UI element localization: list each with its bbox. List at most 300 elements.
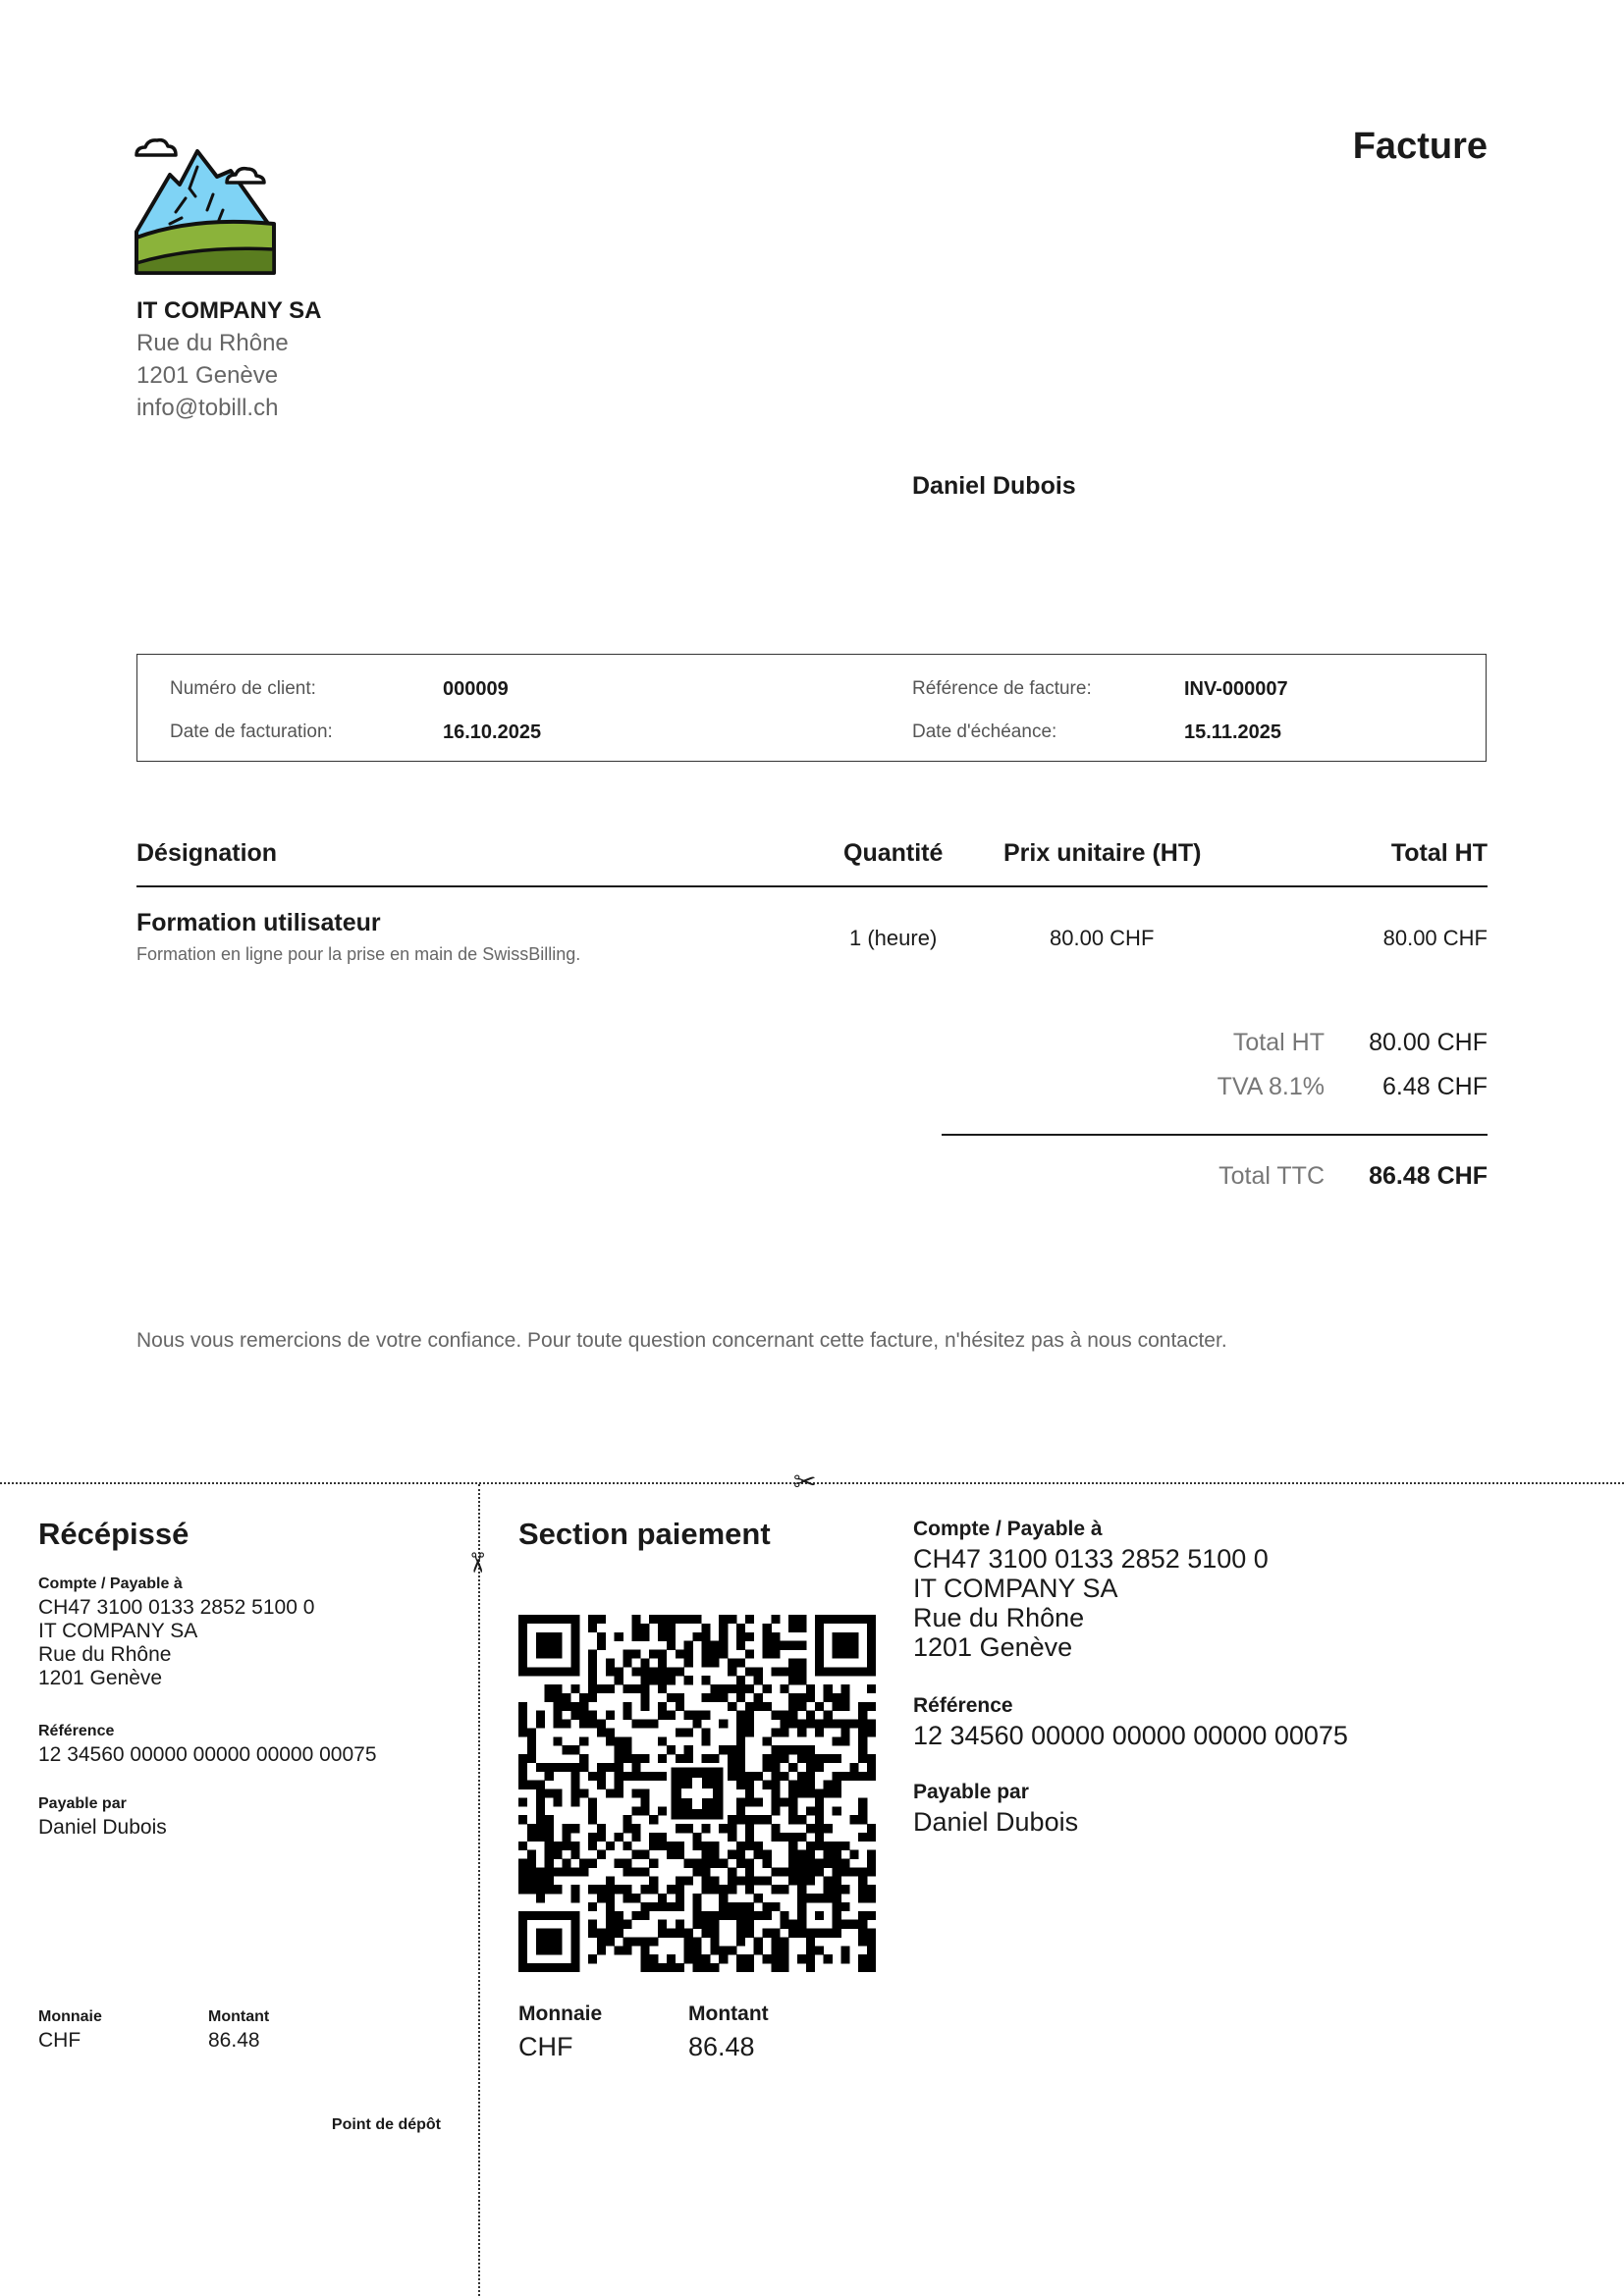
qr-module <box>745 1632 754 1641</box>
qr-module <box>658 1676 667 1684</box>
qr-module <box>570 1867 579 1876</box>
qr-module <box>658 1736 667 1745</box>
qr-module <box>545 1937 554 1946</box>
qr-module <box>588 1615 597 1624</box>
receipt-payable-by-block <box>38 1795 167 1840</box>
qr-module <box>570 1920 579 1929</box>
qr-module <box>684 1754 693 1763</box>
qr-module <box>606 1929 615 1938</box>
qr-module <box>867 1763 876 1772</box>
qr-module <box>728 1702 736 1711</box>
qr-module <box>588 1720 597 1729</box>
qr-module <box>833 1772 841 1781</box>
payment-reference: 12 34560 00000 00000 00000 00075 <box>913 1721 1348 1750</box>
qr-module <box>684 1658 693 1667</box>
qr-module <box>728 1745 736 1754</box>
qr-module <box>780 1728 788 1736</box>
qr-module <box>763 1736 772 1745</box>
receipt-creditor-street: Rue du Rhône <box>38 1643 172 1666</box>
qr-module <box>736 1676 745 1684</box>
recipient-name: Daniel Dubois <box>912 472 1076 500</box>
qr-module <box>588 1859 597 1868</box>
qr-module <box>833 1736 841 1745</box>
qr-module <box>771 1833 780 1842</box>
qr-module <box>554 1929 563 1938</box>
qr-module <box>736 1911 745 1920</box>
qr-module <box>588 1833 597 1842</box>
qr-module <box>588 1693 597 1702</box>
qr-module <box>536 1824 545 1833</box>
qr-module <box>588 1676 597 1684</box>
qr-module <box>570 1684 579 1693</box>
qr-module <box>701 1693 710 1702</box>
qr-module <box>693 1911 702 1920</box>
qr-module <box>649 1833 658 1842</box>
qr-module <box>797 1867 806 1876</box>
qr-module <box>693 1946 702 1954</box>
qr-module <box>788 1711 797 1720</box>
qr-module <box>545 1911 554 1920</box>
qr-module <box>745 1650 754 1659</box>
qr-module <box>788 1745 797 1754</box>
qr-module <box>728 1850 736 1859</box>
payment-payable-by-label: Payable par <box>913 1781 1029 1803</box>
qr-module <box>554 1711 563 1720</box>
qr-module <box>518 1754 527 1763</box>
qr-module <box>745 1728 754 1736</box>
qr-module <box>824 1781 833 1789</box>
qr-module <box>745 1833 754 1842</box>
qr-module <box>867 1772 876 1781</box>
qr-module <box>570 1963 579 1972</box>
qr-module <box>536 1911 545 1920</box>
qr-module <box>693 1937 702 1946</box>
qr-module <box>527 1667 536 1676</box>
qr-module <box>554 1842 563 1850</box>
qr-module <box>763 1902 772 1911</box>
qr-module <box>684 1676 693 1684</box>
qr-module <box>640 1667 649 1676</box>
qr-module <box>728 1911 736 1920</box>
qr-module <box>728 1876 736 1885</box>
qr-module <box>518 1763 527 1772</box>
qr-module <box>840 1772 849 1781</box>
qr-module <box>527 1728 536 1736</box>
qr-module <box>554 1650 563 1659</box>
qr-module <box>745 1842 754 1850</box>
qr-module <box>849 1632 858 1641</box>
qr-module <box>806 1937 815 1946</box>
qr-module <box>719 1684 728 1693</box>
qr-module <box>676 1920 684 1929</box>
qr-module <box>763 1684 772 1693</box>
invoice-reference: INV-000007 <box>1184 678 1288 700</box>
receipt-amount-block <box>208 2008 269 2053</box>
qr-module <box>588 1684 597 1693</box>
qr-module <box>824 1789 833 1798</box>
qr-module <box>867 1954 876 1963</box>
qr-module <box>693 1867 702 1876</box>
qr-module <box>780 1920 788 1929</box>
qr-module <box>806 1684 815 1693</box>
qr-module <box>788 1867 797 1876</box>
qr-module <box>676 1850 684 1859</box>
qr-module <box>640 1963 649 1972</box>
qr-module <box>606 1911 615 1920</box>
qr-module <box>518 1929 527 1938</box>
qr-module <box>554 1615 563 1624</box>
qr-module <box>623 1867 632 1876</box>
qr-module <box>701 1850 710 1859</box>
qr-module <box>570 1937 579 1946</box>
qr-module <box>588 1624 597 1632</box>
qr-module <box>640 1789 649 1798</box>
qr-module <box>806 1859 815 1868</box>
qr-module <box>858 1911 867 1920</box>
qr-module <box>771 1824 780 1833</box>
qr-module <box>763 1954 772 1963</box>
qr-module <box>840 1684 849 1693</box>
receipt-amount-label: Montant <box>208 2008 270 2025</box>
qr-module <box>858 1963 867 1972</box>
qr-module <box>579 1763 588 1772</box>
qr-module <box>771 1711 780 1720</box>
qr-module <box>536 1867 545 1876</box>
qr-module <box>806 1954 815 1963</box>
company-name: IT COMPANY SA <box>136 297 322 324</box>
qr-module <box>518 1772 527 1781</box>
qr-module <box>570 1894 579 1902</box>
qr-module <box>588 1929 597 1938</box>
qr-module <box>788 1859 797 1868</box>
qr-module <box>649 1963 658 1972</box>
qr-module <box>545 1885 554 1894</box>
qr-module <box>518 1667 527 1676</box>
qr-module <box>536 1632 545 1641</box>
qr-module <box>840 1954 849 1963</box>
qr-module <box>710 1641 719 1650</box>
qr-module <box>840 1842 849 1850</box>
item-description: Formation en ligne pour la prise en main de SwissBilling. <box>136 944 581 964</box>
qr-module <box>858 1876 867 1885</box>
qr-module <box>771 1615 780 1624</box>
qr-module <box>684 1650 693 1659</box>
qr-module <box>554 1632 563 1641</box>
qr-module <box>570 1824 579 1833</box>
qr-module <box>867 1937 876 1946</box>
qr-module <box>623 1702 632 1711</box>
qr-module <box>849 1815 858 1824</box>
qr-module <box>833 1632 841 1641</box>
qr-module <box>780 1754 788 1763</box>
qr-module <box>667 1676 676 1684</box>
qr-module <box>606 1728 615 1736</box>
qr-module <box>570 1842 579 1850</box>
qr-module <box>736 1658 745 1667</box>
qr-module <box>658 1711 667 1720</box>
qr-module <box>745 1859 754 1868</box>
qr-module <box>676 1615 684 1624</box>
qr-module <box>527 1963 536 1972</box>
qr-module <box>570 1624 579 1632</box>
qr-module <box>684 1954 693 1963</box>
qr-module <box>658 1754 667 1763</box>
qr-module <box>806 1789 815 1798</box>
qr-module <box>701 1676 710 1684</box>
qr-module <box>640 1676 649 1684</box>
qr-module <box>858 1745 867 1754</box>
qr-module <box>736 1720 745 1729</box>
qr-module <box>840 1920 849 1929</box>
qr-module <box>824 1859 833 1868</box>
qr-module <box>631 1824 640 1833</box>
qr-module <box>631 1720 640 1729</box>
payment-amount-block <box>688 2002 769 2061</box>
qr-module <box>658 1842 667 1850</box>
qr-module <box>554 1720 563 1729</box>
qr-module <box>658 1667 667 1676</box>
qr-module <box>597 1946 606 1954</box>
qr-module <box>710 1937 719 1946</box>
qr-module <box>867 1963 876 1972</box>
qr-module <box>815 1946 824 1954</box>
qr-module <box>606 1667 615 1676</box>
qr-module <box>562 1963 570 1972</box>
qr-module <box>833 1885 841 1894</box>
company-email: info@tobill.ch <box>136 395 279 421</box>
col-header-total: Total HT <box>1390 839 1488 867</box>
qr-module <box>597 1684 606 1693</box>
qr-module <box>806 1876 815 1885</box>
qr-module <box>867 1754 876 1763</box>
qr-module <box>867 1929 876 1938</box>
qr-module <box>736 1624 745 1632</box>
qr-module <box>736 1728 745 1736</box>
qr-module <box>780 1797 788 1806</box>
qr-module <box>667 1963 676 1972</box>
receipt-title: Récépissé <box>38 1517 189 1551</box>
qr-module <box>797 1929 806 1938</box>
qr-module <box>745 1797 754 1806</box>
qr-code <box>518 1615 876 1972</box>
qr-module <box>736 1745 745 1754</box>
qr-module <box>797 1911 806 1920</box>
qr-module <box>745 1885 754 1894</box>
qr-module <box>676 1728 684 1736</box>
qr-module <box>545 1946 554 1954</box>
qr-module <box>623 1937 632 1946</box>
qr-module <box>536 1876 545 1885</box>
qr-module <box>840 1902 849 1911</box>
qr-module <box>588 1954 597 1963</box>
qr-module <box>667 1632 676 1641</box>
qr-module <box>833 1693 841 1702</box>
qr-module <box>658 1624 667 1632</box>
qr-module <box>867 1641 876 1650</box>
qr-module <box>867 1624 876 1632</box>
qr-module <box>771 1667 780 1676</box>
qr-module <box>710 1842 719 1850</box>
qr-module <box>518 1720 527 1729</box>
qr-module <box>736 1781 745 1789</box>
qr-module <box>833 1876 841 1885</box>
qr-module <box>797 1624 806 1632</box>
qr-module <box>693 1833 702 1842</box>
qr-module <box>867 1885 876 1894</box>
qr-module <box>597 1850 606 1859</box>
qr-module <box>562 1615 570 1624</box>
qr-module <box>867 1946 876 1954</box>
qr-module <box>788 1702 797 1711</box>
qr-module <box>597 1885 606 1894</box>
qr-module <box>667 1624 676 1632</box>
qr-module <box>788 1815 797 1824</box>
qr-module <box>527 1736 536 1745</box>
qr-module <box>588 1650 597 1659</box>
qr-module <box>728 1902 736 1911</box>
qr-module <box>597 1641 606 1650</box>
qr-module <box>640 1658 649 1667</box>
qr-module <box>806 1772 815 1781</box>
qr-module <box>797 1745 806 1754</box>
qr-module <box>788 1797 797 1806</box>
qr-module <box>736 1763 745 1772</box>
qr-module <box>771 1789 780 1798</box>
qr-module <box>701 1650 710 1659</box>
qr-module <box>615 1667 623 1676</box>
qr-module <box>615 1885 623 1894</box>
qr-module <box>554 1763 563 1772</box>
qr-module <box>562 1911 570 1920</box>
qr-module <box>536 1797 545 1806</box>
payment-creditor-name: IT COMPANY SA <box>913 1574 1118 1603</box>
qr-module <box>745 1789 754 1798</box>
qr-module <box>667 1745 676 1754</box>
qr-module <box>649 1954 658 1963</box>
qr-module <box>771 1937 780 1946</box>
qr-module <box>597 1824 606 1833</box>
qr-module <box>728 1763 736 1772</box>
qr-module <box>728 1658 736 1667</box>
qr-module <box>640 1937 649 1946</box>
qr-module <box>588 1797 597 1806</box>
qr-module <box>745 1902 754 1911</box>
qr-module <box>545 1763 554 1772</box>
qr-module <box>631 1911 640 1920</box>
qr-module <box>797 1693 806 1702</box>
qr-module <box>631 1833 640 1842</box>
qr-module <box>631 1763 640 1772</box>
qr-module <box>536 1946 545 1954</box>
qr-module <box>649 1650 658 1659</box>
qr-module <box>667 1954 676 1963</box>
qr-module <box>562 1693 570 1702</box>
qr-module <box>562 1763 570 1772</box>
qr-module <box>701 1736 710 1745</box>
qr-module <box>788 1833 797 1842</box>
qr-module <box>763 1781 772 1789</box>
qr-module <box>719 1859 728 1868</box>
qr-module <box>667 1902 676 1911</box>
qr-module <box>701 1711 710 1720</box>
qr-module <box>570 1954 579 1963</box>
qr-module <box>554 1850 563 1859</box>
qr-module <box>667 1667 676 1676</box>
qr-module <box>545 1859 554 1868</box>
qr-module <box>570 1650 579 1659</box>
qr-module <box>554 1937 563 1946</box>
qr-module <box>536 1937 545 1946</box>
qr-module <box>518 1797 527 1806</box>
qr-module <box>797 1781 806 1789</box>
qr-module <box>623 1859 632 1868</box>
qr-module <box>719 1632 728 1641</box>
qr-module <box>719 1954 728 1963</box>
invoice-info-box <box>136 654 1487 762</box>
qr-module <box>684 1937 693 1946</box>
qr-module <box>754 1676 763 1684</box>
qr-module <box>745 1772 754 1781</box>
qr-module <box>710 1684 719 1693</box>
qr-module <box>763 1929 772 1938</box>
qr-module <box>745 1702 754 1711</box>
qr-module <box>597 1781 606 1789</box>
qr-module <box>815 1763 824 1772</box>
qr-module <box>771 1650 780 1659</box>
qr-module <box>780 1867 788 1876</box>
qr-module <box>710 1754 719 1763</box>
qr-module <box>554 1797 563 1806</box>
qr-module <box>615 1929 623 1938</box>
qr-module <box>640 1946 649 1954</box>
company-address <box>136 294 321 424</box>
qr-module <box>701 1842 710 1850</box>
qr-module <box>710 1963 719 1972</box>
qr-module <box>754 1876 763 1885</box>
qr-module <box>684 1824 693 1833</box>
qr-module <box>693 1920 702 1929</box>
qr-module <box>806 1850 815 1859</box>
qr-module <box>554 1789 563 1798</box>
qr-module <box>579 1859 588 1868</box>
qr-module <box>840 1728 849 1736</box>
qr-module <box>728 1885 736 1894</box>
payment-creditor-street: Rue du Rhône <box>913 1603 1085 1632</box>
payment-payable-by: Daniel Dubois <box>913 1807 1079 1837</box>
qr-module <box>719 1693 728 1702</box>
qr-module <box>849 1641 858 1650</box>
qr-module <box>763 1815 772 1824</box>
qr-module <box>640 1850 649 1859</box>
qr-module <box>867 1859 876 1868</box>
qr-module <box>806 1963 815 1972</box>
receipt-currency: CHF <box>38 2029 81 2052</box>
qr-module <box>736 1632 745 1641</box>
qr-module <box>667 1711 676 1720</box>
receipt-creditor-city: 1201 Genève <box>38 1667 163 1689</box>
qr-module <box>867 1728 876 1736</box>
qr-module <box>771 1867 780 1876</box>
qr-module <box>693 1859 702 1868</box>
qr-module <box>824 1754 833 1763</box>
payment-iban: CH47 3100 0133 2852 5100 0 <box>913 1544 1269 1574</box>
qr-module <box>554 1885 563 1894</box>
qr-module <box>788 1842 797 1850</box>
qr-module <box>545 1667 554 1676</box>
qr-module <box>597 1894 606 1902</box>
qr-module <box>797 1920 806 1929</box>
qr-module <box>570 1772 579 1781</box>
